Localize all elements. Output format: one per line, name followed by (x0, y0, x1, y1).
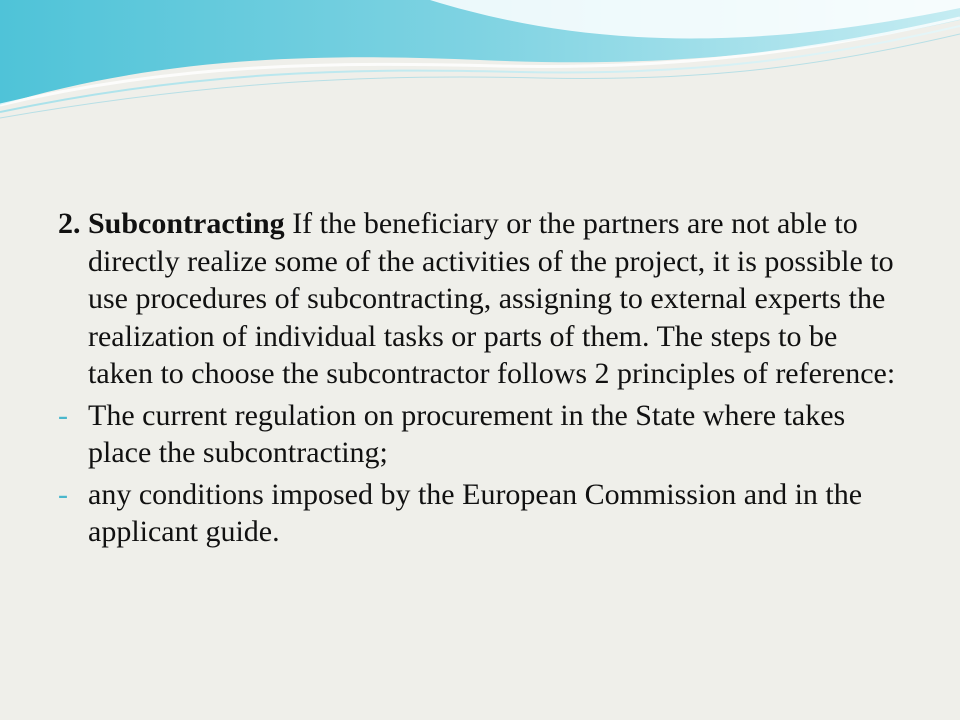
lead-paragraph (58, 205, 908, 393)
dash-marker: - (58, 398, 68, 432)
dash-marker: - (58, 477, 68, 511)
lead-text: If the beneficiary or the partners are not able to directly realize some of the activities of the project, it is possible to use procedures of subcontracting, assigning to external experts the realization of individual tasks or parts of them. The steps to be taken to choose the subcontractor follows 2 principles of reference: (88, 207, 896, 390)
bullet-item-regulation (58, 397, 908, 472)
slide-body (58, 205, 908, 555)
bullet-item-conditions (58, 476, 908, 551)
decorative-header-wave (0, 0, 960, 120)
bullet-text: any conditions imposed by the European Commission and in the applicant guide. (88, 477, 863, 548)
section-heading: Subcontracting (88, 207, 285, 240)
section-number: 2. (58, 207, 81, 240)
bullet-text: The current regulation on procurement in the State where takes place the subcontracting; (88, 398, 846, 469)
